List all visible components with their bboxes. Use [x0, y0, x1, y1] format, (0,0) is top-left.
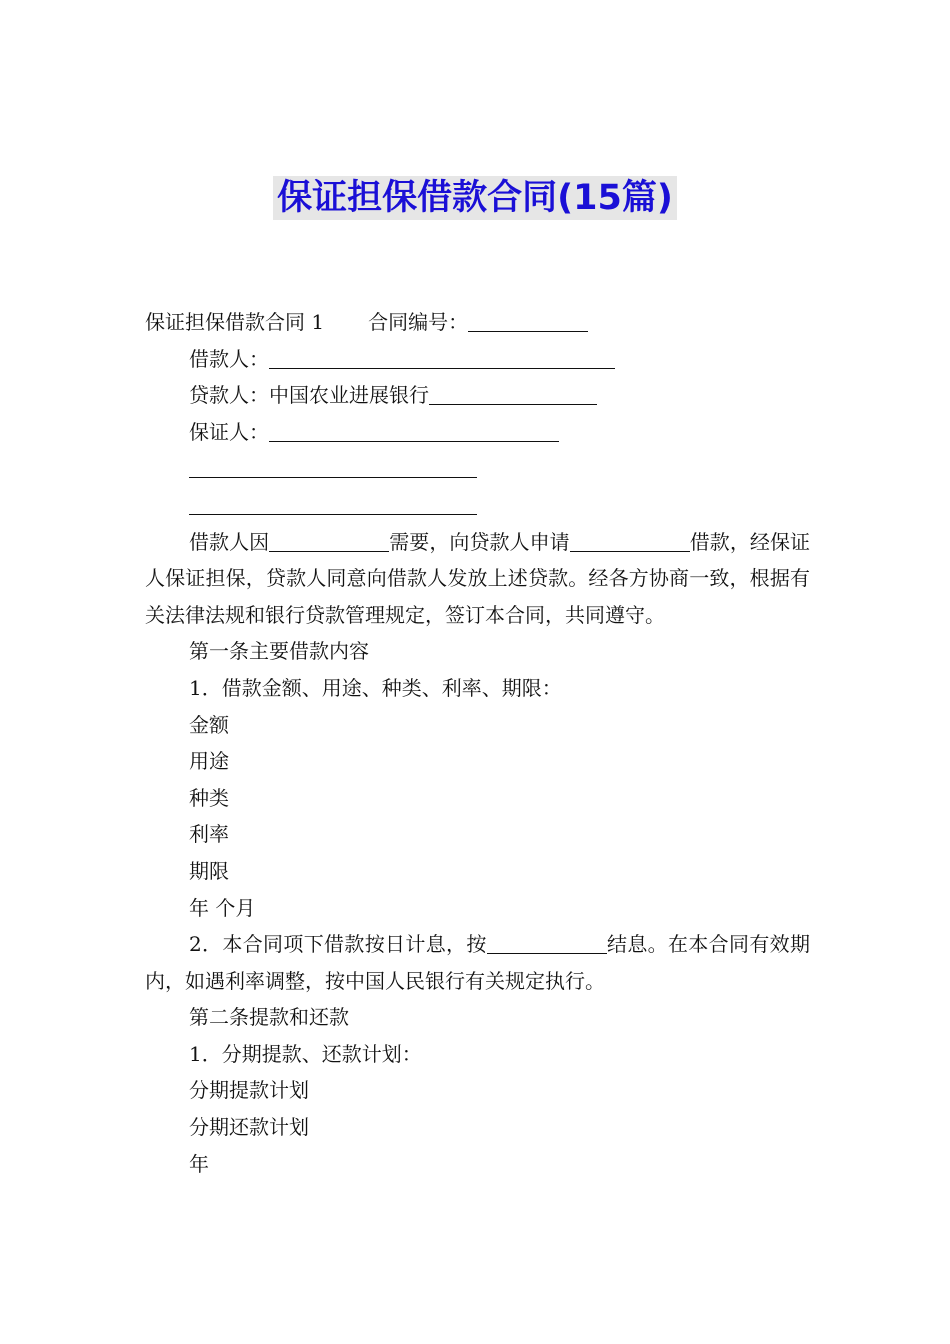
article1-item1: 1．借款金额、用途、种类、利率、期限：	[189, 675, 562, 700]
field-type: 种类	[189, 785, 229, 810]
item2-part2: 结息。在本合同有效期内，如遇利率调整，按中国人民银行有关规定执行。	[145, 932, 810, 993]
field-year: 年	[189, 1151, 209, 1176]
article2-heading: 第二条提款和还款	[189, 1005, 349, 1030]
intro-part2: 需要，向贷款人申请	[389, 529, 570, 554]
lender-label: 贷款人：中国农业进展银行	[189, 383, 429, 408]
article1-item2	[145, 926, 810, 999]
extra-blank-1	[189, 455, 477, 478]
field-rate: 利率	[189, 822, 229, 847]
field-amount: 金额	[189, 712, 229, 737]
interest-method-blank	[487, 931, 607, 954]
intro-purpose-blank	[269, 529, 389, 552]
document-title: 保证担保借款合同(15篇)	[273, 176, 677, 220]
extra-blank-line-2	[145, 487, 810, 524]
item2-part1: 2．本合同项下借款按日计息，按	[189, 932, 487, 957]
document-body	[145, 304, 810, 1182]
intro-part1: 借款人因	[189, 529, 270, 554]
field-purpose: 用途	[189, 749, 229, 774]
article2-item1: 1．分期提款、还款计划：	[189, 1041, 422, 1066]
intro-paragraph	[145, 524, 810, 634]
contract-name: 保证担保借款合同 1	[145, 310, 325, 334]
extra-blank-2	[189, 492, 477, 515]
lender-blank	[429, 382, 597, 405]
field-drawdown-plan: 分期提款计划	[189, 1078, 309, 1103]
intro-part3: 借款，经保证人保证担保，贷款人同意向借款人发放上述贷款。经各方协商一致，根据有关法律法规和银行贷款管理规定，签订本合同，共同遵守。	[145, 529, 811, 627]
borrower-label: 借款人：	[189, 346, 269, 371]
field-term: 期限	[189, 858, 229, 883]
guarantor-label: 保证人：	[189, 419, 269, 444]
extra-blank-line-1	[145, 450, 810, 487]
contract-number-label: 合同编号：	[368, 310, 469, 334]
guarantor-line	[145, 414, 810, 451]
contract-header-line	[145, 304, 810, 341]
article1-heading: 第一条主要借款内容	[189, 639, 369, 664]
borrower-line	[145, 341, 810, 378]
title-container	[0, 176, 950, 220]
guarantor-blank	[269, 419, 559, 442]
contract-number-blank	[468, 309, 588, 332]
field-repayment-plan: 分期还款计划	[189, 1115, 309, 1140]
field-years-months: 年 个月	[189, 895, 256, 920]
intro-amount-blank	[570, 529, 690, 552]
lender-line	[145, 377, 810, 414]
borrower-blank	[269, 346, 615, 369]
